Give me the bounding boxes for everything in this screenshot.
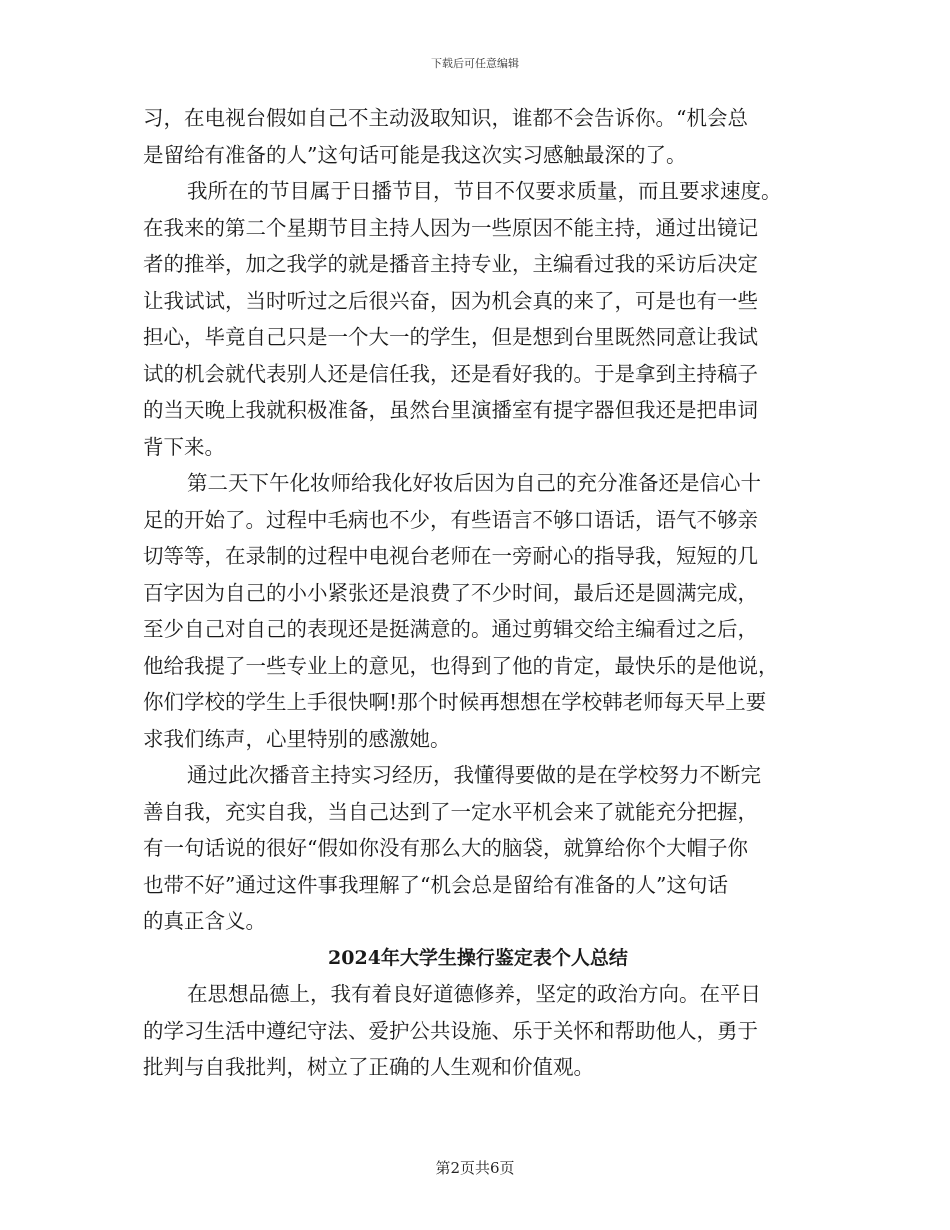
text-line: 有一句话说的很好“假如你没有那么大的脑袋，就算给你个大帽子你 <box>143 836 748 860</box>
page-footer: 第2页共6页 <box>435 1159 515 1177</box>
text-line: 在我来的第二个星期节目主持人因为一些原因不能主持，通过出镜记 <box>143 215 758 240</box>
text-line: 批判与自我批判，树立了正确的人生观和价值观。 <box>143 1055 594 1079</box>
text-line: 的当天晚上我就积极准备，虽然台里演播室有提字器但我还是把串词 <box>143 398 758 422</box>
text-line: 善自我，充实自我，当自己达到了一定水平机会来了就能充分把握， <box>143 799 758 824</box>
text-line: 切等等，在录制的过程中电视台老师在一旁耐心的指导我，短短的几 <box>143 544 758 568</box>
section-title: 2024年大学生操行鉴定表个人总结 <box>328 946 628 969</box>
body-paragraphs <box>143 100 813 940</box>
text-line: 在思想品德上，我有着良好道德修养，坚定的政治方向。在平日 <box>187 982 761 1006</box>
summary-paragraphs <box>143 976 813 1086</box>
text-line: 足的开始了。过程中毛病也不少，有些语言不够口语话，语气不够亲 <box>143 507 758 532</box>
text-line: 第二天下午化妆师给我化好妆后因为自己的充分准备还是信心十 <box>187 471 761 495</box>
text-line: 让我试试，当时听过之后很兴奋，因为机会真的来了，可是也有一些 <box>143 288 758 313</box>
text-line: 他给我提了一些专业上的意见，也得到了他的肯定，最快乐的是他说， <box>143 653 779 678</box>
text-line: 你们学校的学生上手很快啊!那个时候再想想在学校韩老师每天早上要 <box>143 690 767 714</box>
text-line: 背下来。 <box>143 434 225 459</box>
text-line: 者的推举，加之我学的就是播音主持专业，主编看过我的采访后决定 <box>143 252 758 276</box>
text-line: 也带不好”通过这件事我理解了“机会总是留给有准备的人”这句话 <box>143 872 728 897</box>
text-line: 至少自己对自己的表现还是挺满意的。通过剪辑交给主编看过之后， <box>143 617 758 641</box>
text-line: 担心，毕竟自己只是一个大一的学生，但是想到台里既然同意让我试 <box>143 325 758 349</box>
text-line: 的学习生活中遵纪守法、爱护公共设施、乐于关怀和帮助他人，勇于 <box>143 1018 758 1043</box>
text-line: 试的机会就代表别人还是信任我，还是看好我的。于是拿到主持稿子 <box>143 361 758 386</box>
page-header: 下载后可任意编辑 <box>431 57 519 70</box>
text-line: 求我们练声，心里特别的感激她。 <box>143 726 451 751</box>
text-line: 我所在的节目属于日播节目，节目不仅要求质量，而且要求速度。 <box>187 179 782 203</box>
text-line: 通过此次播音主持实习经历，我懂得要做的是在学校努力不断完 <box>187 763 761 787</box>
text-line: 习，在电视台假如自己不主动汲取知识，谁都不会告诉你。“机会总 <box>143 106 748 130</box>
text-line: 的真正含义。 <box>143 909 266 933</box>
document-body <box>143 100 813 1086</box>
text-line: 是留给有准备的人”这句话可能是我这次实习感触最深的了。 <box>143 142 687 167</box>
text-line: 百字因为自己的小小紧张还是浪费了不少时间，最后还是圆满完成， <box>143 580 758 605</box>
